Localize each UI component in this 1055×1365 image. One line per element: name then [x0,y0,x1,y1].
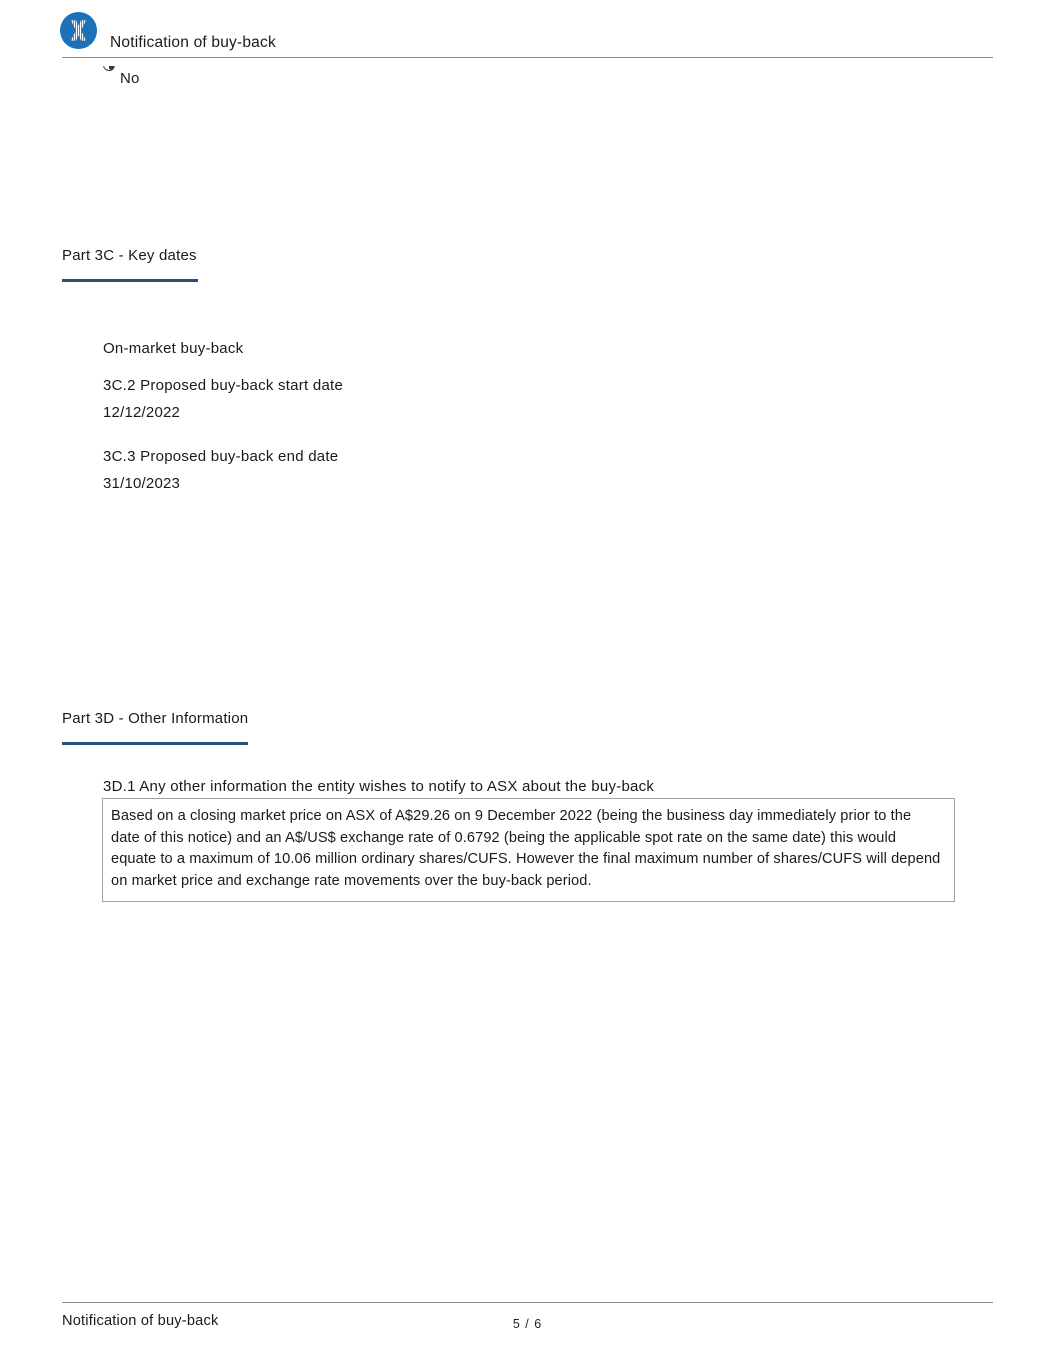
section-3d-title: Part 3D - Other Information [62,710,249,727]
section-3c-title: Part 3C - Key dates [62,247,197,264]
field-3c2-label: 3C.2 Proposed buy-back start date [103,377,344,394]
field-3c2-value: 12/12/2022 [103,404,181,421]
asx-logo-icon [60,12,97,49]
footer-document-title: Notification of buy-back [62,1313,219,1329]
field-3d1-label: 3D.1 Any other information the entity wishes to notify to ASX about the buy-back [103,778,655,795]
section-3c-subheading: On-market buy-back [103,340,244,357]
radio-button-icon[interactable] [103,66,119,78]
field-3c3-label: 3C.3 Proposed buy-back end date [103,448,339,465]
radio-option-label: No [120,70,140,87]
field-3c3-value: 31/10/2023 [103,475,181,492]
page-number-indicator: 5 / 6 [512,1317,543,1331]
section-3c-underline [62,279,198,282]
section-3d-underline [62,742,248,745]
field-3d1-answer-textbox[interactable]: Based on a closing market price on ASX of A$29.26 on 9 December 2022 (being the business day immediately prior to the date of this notice) and an A$/US$ exchange rate of 0.6792 (being the applicable spot rate on the same date) this would equate to a maximum of 10.06 million ordinary shares/CUFS. However the final maximum number of shares/CUFS will depend on market price and exchange rate movements over the buy-back period. [102,798,955,902]
header-divider [62,57,993,58]
footer-divider [62,1302,993,1303]
page-title: Notification of buy-back [110,34,276,51]
